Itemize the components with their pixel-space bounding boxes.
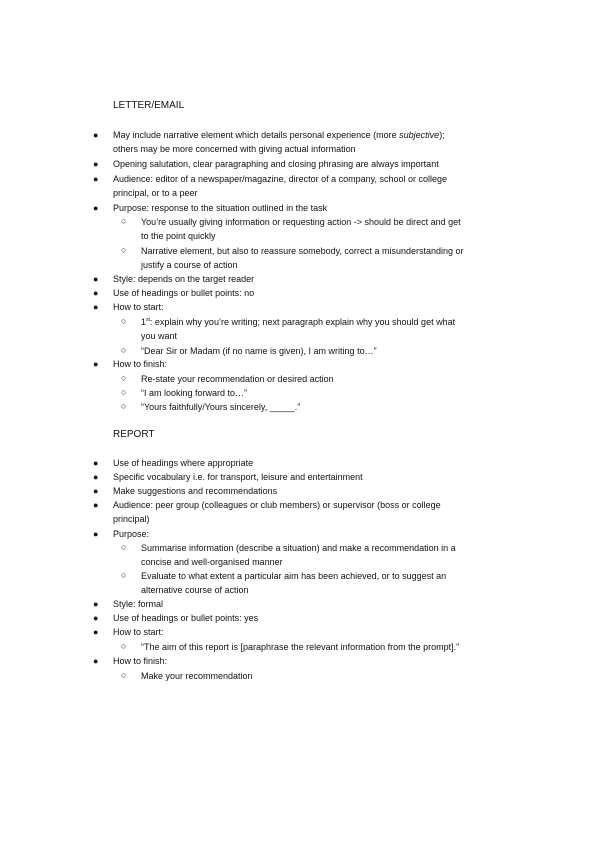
bullet-icon: ●: [93, 359, 99, 369]
list-item: Make suggestions and recommendations: [113, 486, 278, 496]
list-item: Audience: peer group (colleagues or club members) or supervisor (boss or college: [113, 500, 441, 510]
sub-bullet-icon: ○: [121, 542, 127, 552]
sub-bullet-icon: ○: [121, 316, 127, 326]
bullet-icon: ●: [93, 529, 99, 539]
sub-list-item: 1st: explain why you’re writing; next paragraph explain why you should get what: [141, 317, 456, 327]
sub-bullet-icon: ○: [121, 641, 127, 651]
bullet-icon: ●: [93, 274, 99, 284]
bullet-icon: ●: [93, 159, 99, 169]
list-item-continuation: justify a course of action: [141, 260, 238, 270]
bullet-icon: ●: [93, 613, 99, 623]
list-item: How to start:: [113, 302, 164, 312]
sub-list-item: Evaluate to what extent a particular aim has been achieved, or to suggest an: [141, 571, 447, 581]
list-item-continuation: alternative course of action: [141, 585, 249, 595]
list-item: Style: formal: [113, 599, 164, 609]
sub-bullet-icon: ○: [121, 570, 127, 580]
list-item-continuation: you want: [141, 331, 178, 341]
bullet-icon: ●: [93, 130, 99, 140]
bullet-icon: ●: [93, 472, 99, 482]
bullet-icon: ●: [93, 458, 99, 468]
list-item-continuation: to the point quickly: [141, 231, 216, 241]
list-item: May include narrative element which details personal experience (more subjective);: [113, 130, 445, 140]
sub-bullet-icon: ○: [121, 670, 127, 680]
list-item-continuation: concise and well-organised manner: [141, 557, 283, 567]
list-item: How to finish:: [113, 359, 168, 369]
list-item-continuation: others may be more concerned with giving actual information: [113, 144, 356, 154]
bullet-icon: ●: [93, 174, 99, 184]
sub-list-item: “I am looking forward to…”: [141, 388, 248, 398]
list-item-continuation: principal): [113, 514, 150, 524]
bullet-icon: ●: [93, 656, 99, 666]
sub-bullet-icon: ○: [121, 401, 127, 411]
list-item: Purpose:: [113, 529, 150, 539]
sub-list-item: Narrative element, but also to reassure somebody, correct a misunderstanding or: [141, 246, 464, 256]
list-item: Specific vocabulary i.e. for transport, leisure and entertainment: [113, 472, 363, 482]
sub-list-item: Make your recommendation: [141, 671, 253, 681]
bullet-icon: ●: [93, 500, 99, 510]
sub-bullet-icon: ○: [121, 387, 127, 397]
sub-bullet-icon: ○: [121, 216, 127, 226]
list-item: Use of headings or bullet points: no: [113, 288, 255, 298]
sub-list-item: “The aim of this report is [paraphrase the relevant information from the prompt].”: [141, 642, 460, 652]
sub-bullet-icon: ○: [121, 373, 127, 383]
sub-list-item: You’re usually giving information or requesting action -> should be direct and get: [141, 217, 461, 227]
sub-bullet-icon: ○: [121, 245, 127, 255]
bullet-icon: ●: [93, 203, 99, 213]
list-item: Opening salutation, clear paragraphing and closing phrasing are always important: [113, 159, 439, 169]
list-item: Use of headings where appropriate: [113, 458, 254, 468]
list-item-continuation: principal, or to a peer: [113, 188, 198, 198]
list-item: Style: depends on the target reader: [113, 274, 255, 284]
section-heading-report: REPORT: [113, 429, 155, 440]
list-item: Use of headings or bullet points: yes: [113, 613, 259, 623]
bullet-icon: ●: [93, 627, 99, 637]
list-item: Purpose: response to the situation outlined in the task: [113, 203, 328, 213]
bullet-icon: ●: [93, 599, 99, 609]
bullet-icon: ●: [93, 288, 99, 298]
list-item: How to finish:: [113, 656, 168, 666]
bullet-icon: ●: [93, 486, 99, 496]
sub-list-item: Summarise information (describe a situation) and make a recommendation in a: [141, 543, 456, 553]
sub-list-item: Re-state your recommendation or desired action: [141, 374, 334, 384]
section-heading-letter: LETTER/EMAIL: [113, 100, 185, 111]
sub-list-item: “Dear Sir or Madam (if no name is given), I am writing to…”: [141, 346, 377, 356]
list-item: Audience: editor of a newspaper/magazine, director of a company, school or college: [113, 174, 448, 184]
list-item: How to start:: [113, 627, 164, 637]
bullet-icon: ●: [93, 302, 99, 312]
sub-bullet-icon: ○: [121, 345, 127, 355]
sub-list-item: “Yours faithfully/Yours sincerely, _____.”: [141, 402, 301, 412]
